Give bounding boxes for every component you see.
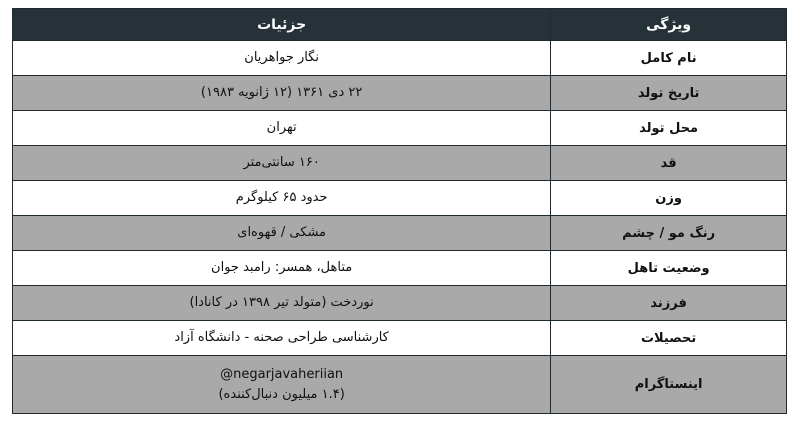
row-value-line: ۱۶۰ سانتی‌متر (243, 155, 320, 170)
row-value (13, 76, 551, 111)
row-label: تحصیلات (551, 321, 787, 356)
table-row (13, 286, 787, 321)
table-row (13, 251, 787, 286)
table-row (13, 356, 787, 414)
header-details: جزئیات (13, 9, 551, 41)
row-value (13, 251, 551, 286)
row-value (13, 181, 551, 216)
table-row (13, 76, 787, 111)
row-label: رنگ مو / چشم (551, 216, 787, 251)
row-value (13, 41, 551, 76)
row-value-line: متاهل، همسر: رامبد جوان (211, 260, 353, 275)
table-header-row (13, 9, 787, 41)
table-row (13, 216, 787, 251)
row-value-line: نوردخت (متولد تیر ۱۳۹۸ در کانادا) (189, 295, 374, 310)
row-value-line: حدود ۶۵ کیلوگرم (235, 190, 328, 205)
table-row (13, 181, 787, 216)
row-value-line: تهران (266, 120, 297, 135)
row-label: فرزند (551, 286, 787, 321)
row-value (13, 286, 551, 321)
row-value (13, 216, 551, 251)
row-label: محل تولد (551, 111, 787, 146)
row-label: تاریخ تولد (551, 76, 787, 111)
info-table (12, 8, 787, 414)
row-label: نام کامل (551, 41, 787, 76)
row-label: اینستاگرام (551, 356, 787, 414)
row-value-line: (۱.۴ میلیون دنبال‌کننده) (218, 386, 345, 402)
row-value-line: مشکی / قهوه‌ای (237, 225, 327, 240)
row-value-line: کارشناسی طراحی صحنه - دانشگاه آزاد (174, 330, 389, 345)
header-feature: ویژگی (551, 9, 787, 41)
row-value-line: negarjavaheriian@ (220, 366, 344, 382)
row-value-line: ۲۲ دی ۱۳۶۱ (۱۲ ژانویه ۱۹۸۳) (200, 85, 363, 100)
table-row (13, 146, 787, 181)
row-value (13, 356, 551, 414)
table-row (13, 321, 787, 356)
row-label: وضعیت تاهل (551, 251, 787, 286)
row-value (13, 146, 551, 181)
row-value-line: نگار جواهریان (244, 50, 319, 65)
row-value (13, 321, 551, 356)
row-value (13, 111, 551, 146)
row-label: قد (551, 146, 787, 181)
table-row (13, 41, 787, 76)
table-body (13, 41, 787, 414)
table-row (13, 111, 787, 146)
row-label: وزن (551, 181, 787, 216)
